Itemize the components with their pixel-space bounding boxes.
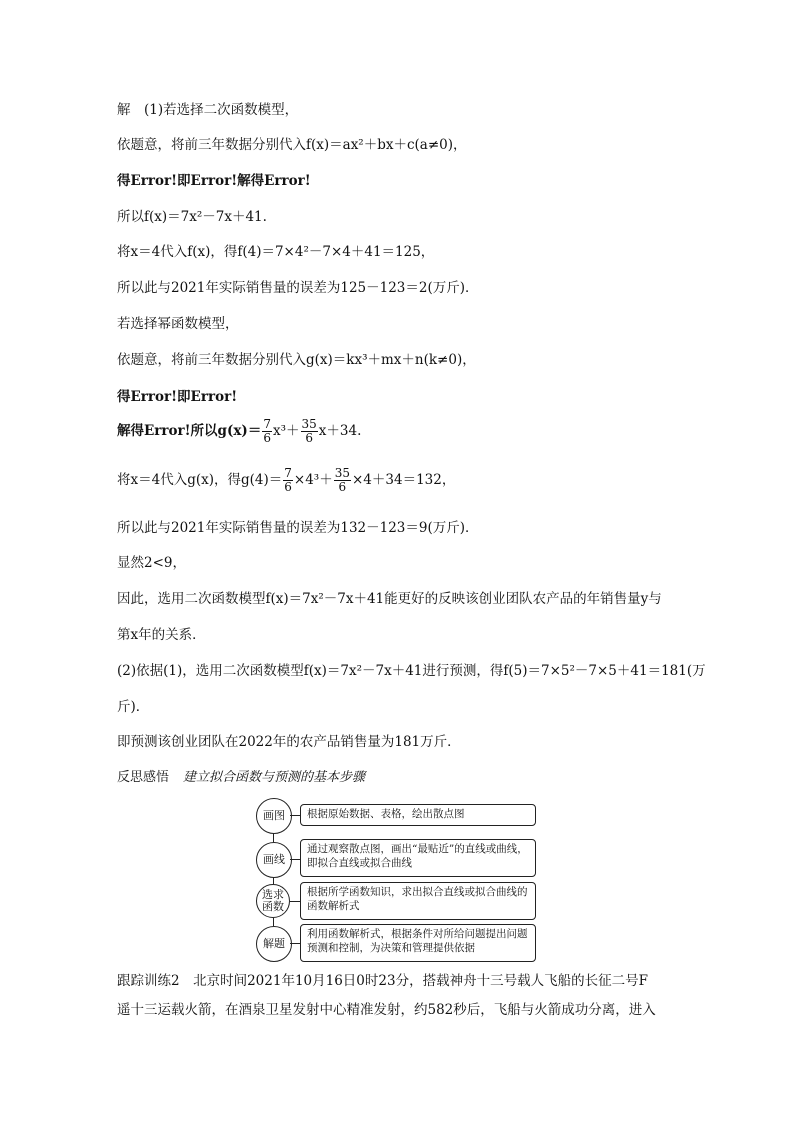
fraction-35-6 <box>301 418 318 445</box>
reflection-topic: 建立拟合函数与预测的基本步骤 <box>183 770 366 785</box>
power-result-suffix: x＋34. <box>318 423 362 439</box>
fraction-denominator: 6 <box>284 480 292 494</box>
reflection-title <box>117 766 365 785</box>
fraction-denominator: 6 <box>305 431 313 445</box>
quadratic-result: 所以f(x)＝7x²－7x＋41. <box>117 209 267 225</box>
comparison: 显然2<9， <box>117 555 186 571</box>
fraction-numerator: 7 <box>284 466 292 480</box>
flow-step-circle: 画图 <box>256 798 292 834</box>
prediction-2: 斤)． <box>117 699 150 715</box>
prediction-result: 即预测该创业团队在2022年的农产品销售量为181万斤． <box>117 734 461 750</box>
flow-link <box>290 859 300 860</box>
error-line-1: 得Error!即Error!解得Error! <box>117 173 311 189</box>
flow-step-text: 根据原始数据、表格，绘出散点图 <box>300 804 536 826</box>
prediction-1: (2)依据(1)，选用二次函数模型f(x)＝7x²－7x＋41进行预测，得f(5)＝7×5²－7×5＋41＝181(万 <box>117 663 706 679</box>
quadratic-substitution: 依题意，将前三年数据分别代入f(x)＝ax²＋bx＋c(a≠0)， <box>117 137 467 153</box>
error-line-2: 得Error!即Error! <box>117 389 238 405</box>
power-eval <box>117 467 455 494</box>
fraction-denominator: 6 <box>263 431 271 445</box>
quadratic-error: 所以此与2021年实际销售量的误差为125－123＝2(万斤)． <box>117 280 479 296</box>
solution-heading: 解 (1)若选择二次函数模型， <box>117 102 299 118</box>
power-result-prefix: 解得Error!所以g(x)＝ <box>117 423 262 439</box>
power-result <box>117 418 361 445</box>
conclusion-1: 因此，选用二次函数模型f(x)＝7x²－7x＋41能更好的反映该创业团队农产品的年销售量y与 <box>117 591 662 607</box>
power-substitution: 依题意，将前三年数据分别代入g(x)＝kx³＋mx＋n(k≠0)， <box>117 352 476 368</box>
exercise-line-1: 跟踪训练2 北京时间2021年10月16日0时23分，搭载神舟十三号载人飞船的长征二号F <box>117 973 648 989</box>
reflection-label: 反思感悟 <box>117 770 170 785</box>
power-eval-mid: ×4³＋ <box>293 472 333 488</box>
fraction-7-6 <box>283 467 293 494</box>
exercise-line-2: 遥十三运载火箭，在酒泉卫星发射中心精准发射，约582秒后，飞船与火箭成功分离，进入 <box>117 1002 656 1018</box>
power-eval-prefix: 将x＝4代入g(x)，得g(4)＝ <box>117 472 283 488</box>
power-eval-suffix: ×4＋34＝132， <box>352 472 456 488</box>
fraction-numerator: 35 <box>301 417 317 431</box>
flow-connector <box>273 918 274 926</box>
flow-step-circle: 画线 <box>256 842 292 878</box>
flow-step-circle: 解题 <box>256 926 292 962</box>
fraction-denominator: 6 <box>338 480 347 494</box>
flow-link <box>290 901 300 902</box>
conclusion-2: 第x年的关系． <box>117 627 206 643</box>
fraction-numerator: 35 <box>334 466 350 480</box>
power-result-mid: x³＋ <box>272 423 300 439</box>
power-error: 所以此与2021年实际销售量的误差为132－123＝9(万斤)． <box>117 520 479 536</box>
quadratic-eval: 将x＝4代入f(x)，得f(4)＝7×4²－7×4＋41＝125， <box>117 244 435 260</box>
fraction-35-6 <box>334 467 351 494</box>
fraction-7-6 <box>262 418 272 445</box>
flow-step-text: 通过观察散点图，画出“最贴近”的直线或曲线，即拟合直线或拟合曲线 <box>300 839 536 877</box>
flow-step-text: 利用函数解析式，根据条件对所给问题提出问题预测和控制，为决策和管理提供依据 <box>300 924 536 962</box>
flow-step-circle: 选求函数 <box>256 884 290 918</box>
power-heading: 若选择幂函数模型， <box>117 316 239 332</box>
flow-link <box>290 815 300 816</box>
flow-link <box>290 943 300 944</box>
fraction-numerator: 7 <box>263 417 271 431</box>
flow-step-text: 根据所学函数知识，求出拟合直线或拟合曲线的函数解析式 <box>300 882 536 920</box>
